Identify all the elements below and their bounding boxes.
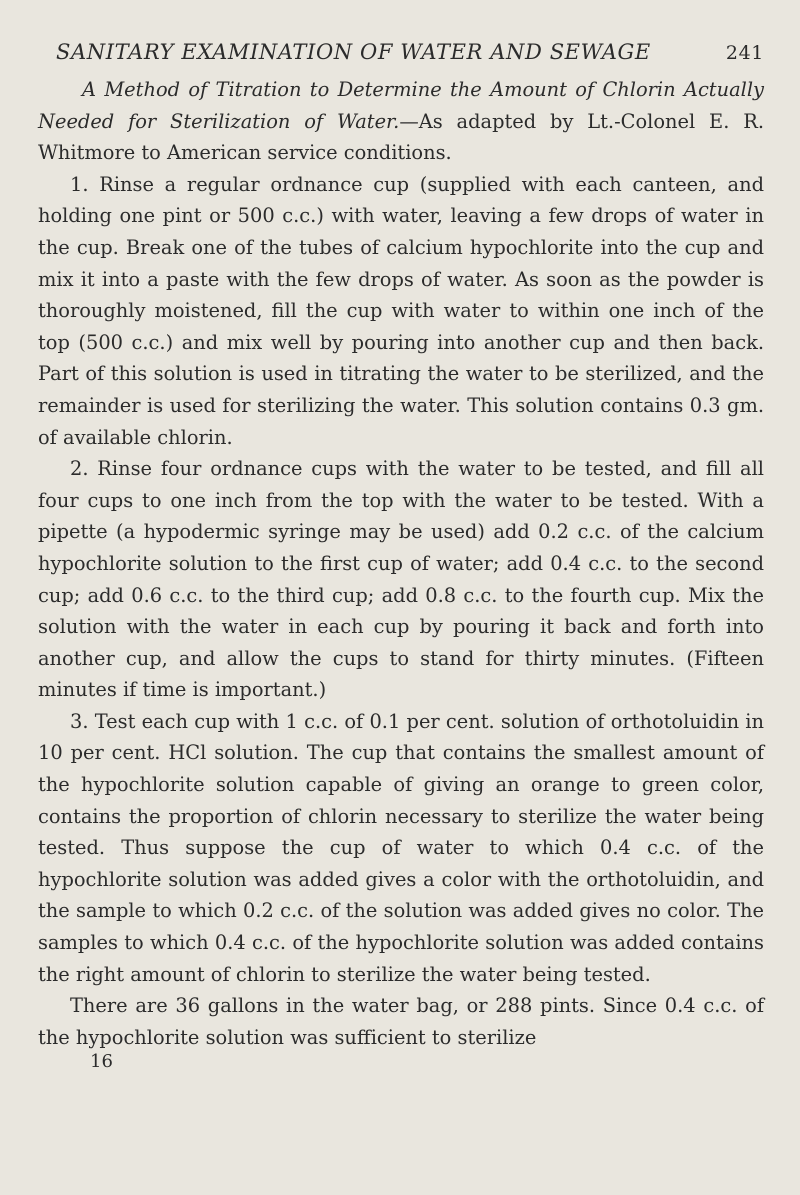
paragraph-step-2: 2. Rinse four ordnance cups with the water to be tested, and fill all four cups to one inch from the top with the water to be tested. With a pipette (a hypodermic syringe may be used) add 0.2 c.c. of the calcium hypochlorite solution to the first cup of water; add 0.4 c.c. to the second cup; add 0.6 c.c. to the third cup; add 0.8 c.c. to the fourth cup. Mix the solution with the water in each cup by pouring it back and forth into another cup, and allow the cups to stand for thirty minutes. (Fifteen minutes if time is important.) — [38, 457, 764, 702]
page-number: 241 — [725, 42, 764, 64]
section-title: A Method of Titration to Determine the Amount of Chlorin Actually Needed for Sterilization of Water. — [38, 78, 764, 133]
section-title-rest: —As adapted by Lt.-Colonel E. R. Whitmore to American service conditions. — [38, 109, 764, 165]
paragraph-water-bag: There are 36 gallons in the water bag, or 288 pints. Since 0.4 c.c. of the hypochlorite solution was sufficient to sterilize — [38, 994, 764, 1049]
signature-mark: 16 — [90, 1051, 113, 1073]
section-title-paragraph — [38, 74, 764, 169]
running-head — [38, 40, 764, 64]
paragraph-step-3: 3. Test each cup with 1 c.c. of 0.1 per cent. solution of orthotoluidin in 10 per cent. HCl solution. The cup that contains the smallest amount of the hypochlorite solution capable of giving an orange to green color, contains the proportion of chlorin necessary to sterilize the water being tested. Thus suppose the cup of water to which 0.4 c.c. of the hypochlorite solution was added gives a color with the orthotoluidin, and the sample to which 0.2 c.c. of the solution was added gives no color. The samples to which 0.4 c.c. of the hypochlorite solution was added contains the right amount of chlorin to sterilize the water being tested. — [38, 709, 764, 986]
body-text — [38, 74, 764, 1072]
running-title: SANITARY EXAMINATION OF WATER AND SEWAGE — [56, 40, 651, 64]
paragraph-step-1: 1. Rinse a regular ordnance cup (supplied with each canteen, and holding one pint or 500 c.c.) with water, leaving a few drops of water in the cup. Break one of the tubes of calcium hypochlorite into the cup and mix it into a paste with the few drops of water. As soon as the powder is thoroughly moistened, fill the cup with water to within one inch of the top (500 c.c.) and mix well by pouring into another cup and then back. Part of this solution is used in titrating the water to be sterilized, and the remainder is used for sterilizing the water. This solution contains 0.3 gm. of available chlorin. — [38, 172, 764, 449]
